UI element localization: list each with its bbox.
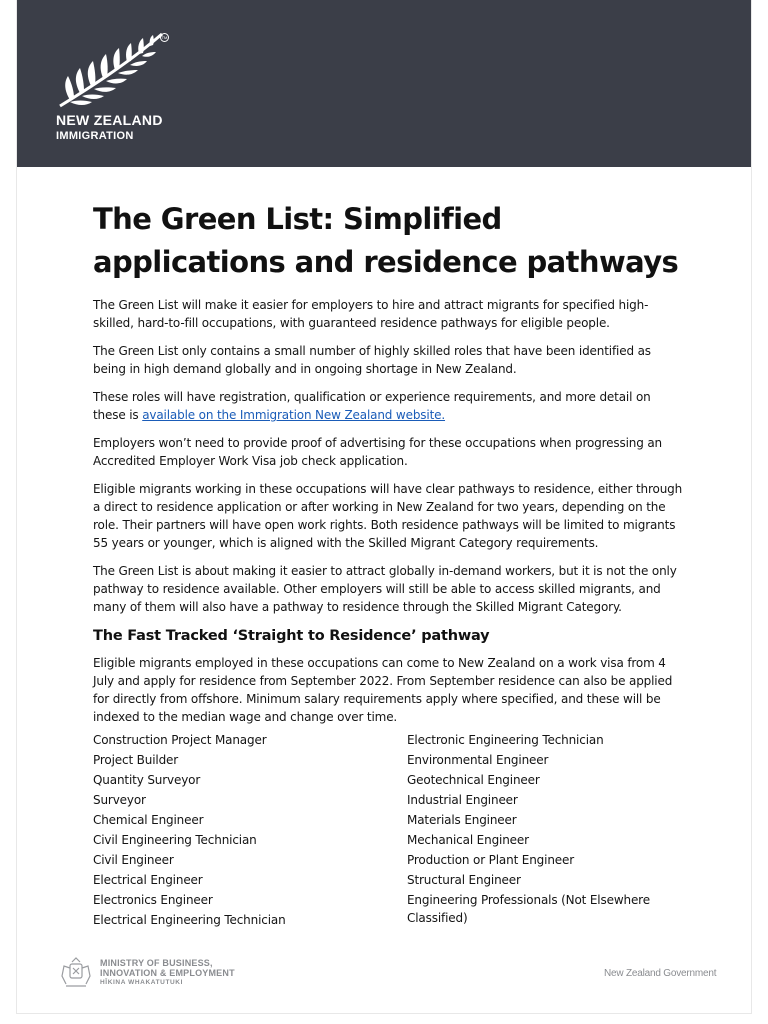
occupation-left-item: Electronics Engineer <box>93 893 213 907</box>
section-intro: Eligible migrants employed in these occupations can come to New Zealand on a work visa from 4 July and apply for residence from September 2022. From September residence can also be applied for directly from offshore. Minimum salary requirements apply where specified, and these will be indexed to the median wage and change over time. <box>93 656 673 724</box>
occupation-left-item: Civil Engineering Technician <box>93 833 257 847</box>
occupation-right-item: Industrial Engineer <box>407 793 518 807</box>
trademark-symbol: TM <box>161 35 168 40</box>
occupation-list-left <box>93 731 383 931</box>
logo-text <box>56 112 163 144</box>
occupation-right-item: Electronic Engineering Technician <box>407 733 604 747</box>
occupation-left-item: Project Builder <box>93 753 179 767</box>
occupation-right-item: Materials Engineer <box>407 813 517 827</box>
mbie-line-2: INNOVATION & EMPLOYMENT <box>100 968 235 978</box>
header-banner <box>16 0 752 167</box>
logo-line-2: IMMIGRATION <box>56 130 134 142</box>
mbie-line-3: HĪKINA WHAKATUTUKI <box>100 979 184 986</box>
occupation-right-item: Production or Plant Engineer <box>407 853 575 867</box>
occupation-right-item: Engineering Professionals (Not Elsewhere Classified) <box>407 893 650 925</box>
occupation-left-item: Surveyor <box>93 793 146 807</box>
main-content <box>93 198 683 726</box>
paragraph-5: Eligible migrants working in these occupations will have clear pathways to residence, either through a direct to residence application or after working in New Zealand for two years, depending on the role. Their partners will have open work rights. Both residence pathways will be limited to migrants 55 years or younger, which is aligned with the Skilled Migrant Category requirements. <box>93 482 683 550</box>
occupation-right-item: Mechanical Engineer <box>407 833 529 847</box>
nz-government-logo: New Zealand Government <box>604 968 717 979</box>
coat-of-arms-icon <box>58 956 94 990</box>
paragraph-4: Employers won’t need to provide proof of advertising for these occupations when progressing an Accredited Employer Work Visa job check application. <box>93 436 663 468</box>
occupation-list-right <box>407 731 697 927</box>
occupation-right-item: Geotechnical Engineer <box>407 773 540 787</box>
occupation-left-item: Construction Project Manager <box>93 733 267 747</box>
silver-fern-icon <box>56 30 166 110</box>
occupation-left-item: Electrical Engineer <box>93 873 203 887</box>
page-title: The Green List: Simplified applications and residence pathways <box>93 202 679 279</box>
mbie-logo <box>58 956 235 995</box>
paragraph-6: The Green List is about making it easier to attract globally in-demand workers, but it is not the only pathway to residence available. Other employers will still be able to access skilled migrants, and many of them will also have a pathway to residence through the Skilled Migrant Category. <box>93 564 677 614</box>
immigration-website-link[interactable]: available on the Immigration New Zealand website. <box>142 408 446 422</box>
paragraph-3 <box>93 388 683 424</box>
paragraph-2: The Green List only contains a small number of highly skilled roles that have been identified as being in high demand globally and in ongoing shortage in New Zealand. <box>93 344 651 376</box>
paragraph-3-text: These roles will have registration, qualification or experience requirements, and more detail on these is <box>93 390 651 422</box>
occupation-left-item: Civil Engineer <box>93 853 174 867</box>
mbie-text <box>100 958 235 988</box>
occupation-right-item: Environmental Engineer <box>407 753 549 767</box>
occupation-left-item: Chemical Engineer <box>93 813 204 827</box>
logo-line-1: NEW ZEALAND <box>56 112 163 128</box>
section-heading: The Fast Tracked ‘Straight to Residence’ pathway <box>93 628 490 644</box>
mbie-line-1: MINISTRY OF BUSINESS, <box>100 958 213 968</box>
occupation-left-item: Electrical Engineering Technician <box>93 913 286 927</box>
occupation-left-item: Quantity Surveyor <box>93 773 201 787</box>
occupation-right-item: Structural Engineer <box>407 873 521 887</box>
paragraph-1: The Green List will make it easier for employers to hire and attract migrants for specified high-skilled, hard-to-fill occupations, with guaranteed residence pathways for eligible people. <box>93 298 649 330</box>
